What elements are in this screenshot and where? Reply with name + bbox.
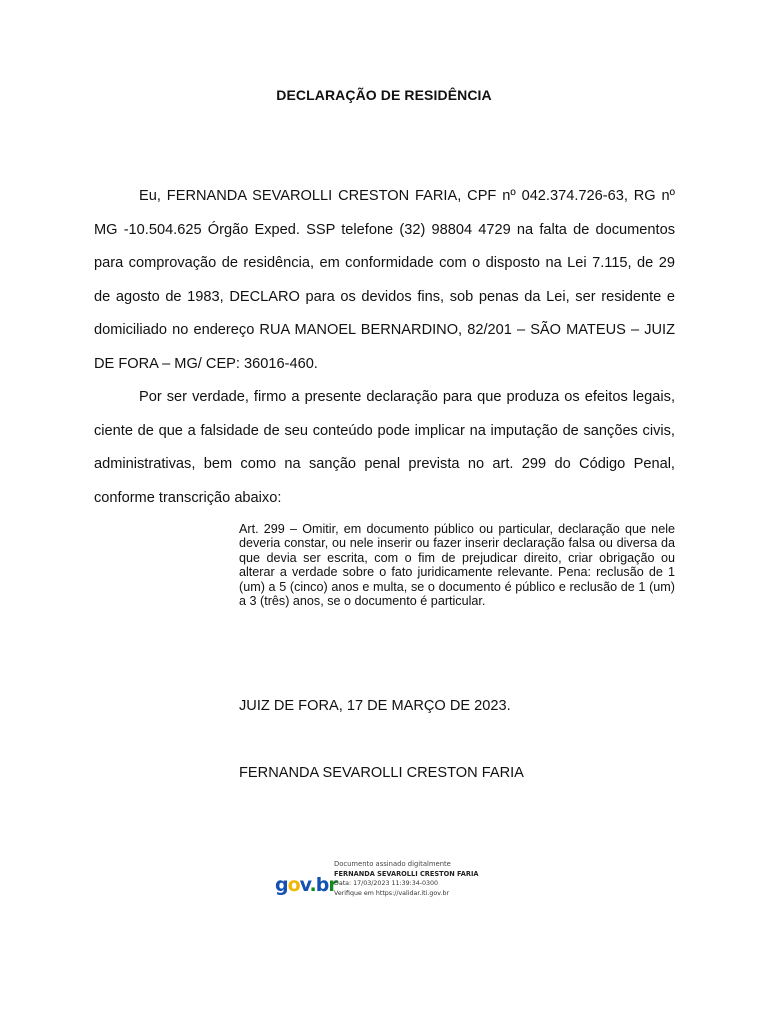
logo-letter-v: v [299,874,310,896]
place-and-date: JUIZ DE FORA, 17 DE MARÇO DE 2023. [239,698,511,714]
stamp-signer-name: FERNANDA SEVAROLLI CRESTON FARIA [334,869,479,878]
govbr-logo-icon [275,869,337,897]
stamp-verify-url: Verifique em https://validar.iti.gov.br [334,889,450,897]
logo-letter-b: b [315,874,329,896]
logo-dot: . [309,874,316,896]
signer-name: FERNANDA SEVAROLLI CRESTON FARIA [239,765,524,781]
document-title: DECLARAÇÃO DE RESIDÊNCIA [276,87,492,103]
declaration-paragraph: Eu, FERNANDA SEVAROLLI CRESTON FARIA, CPF nº 042.374.726-63, RG nº MG -10.504.625 Órgão Exped. SSP telefone (32) 98804 4729 na falta de documentos para comprovação de residência, em conformidade com o disposto na Lei 7.115, de 29 de agosto de 1983, DECLARO para os devidos fins, sob penas da Lei, ser residente e domiciliado no endereço RUA MANOEL BERNARDINO, 82/201 – SÃO MATEUS – JUIZ DE FORA – MG/ CEP: 36016-460. [94,188,675,372]
logo-letter-g: g [275,874,288,896]
logo-letter-o: o [287,874,300,896]
signature-stamp-text [334,860,479,898]
stamp-date: Data: 17/03/2023 11:39:34-0300 [334,880,439,887]
digital-signature-stamp [273,857,495,909]
svg-text:gov.br [275,874,338,896]
logo-letter-r: r [328,874,337,896]
stamp-heading: Documento assinado digitalmente [334,860,451,868]
truth-statement-paragraph: Por ser verdade, firmo a presente declaração para que produza os efeitos legais, ciente de que a falsidade de seu conteúdo pode implicar na imputação de sanções civis, administrativas, bem como na sanção penal prevista no art. 299 do Código Penal, conforme transcrição abaixo: [94,389,675,506]
penal-code-quote: Art. 299 – Omitir, em documento público ou particular, declaração que nele deveria constar, ou nele inserir ou fazer inserir declaração falsa ou diversa da que devia ser escrita, com o fim de prejudicar direito, criar obrigação ou alterar a verdade sobre o fato juridicamente relevante. Pena: reclusão de 1 (um) a 5 (cinco) anos e multa, se o documento é público e reclusão de 1 (um) a 3 (três) anos, se o documento é particular. [239,522,675,609]
